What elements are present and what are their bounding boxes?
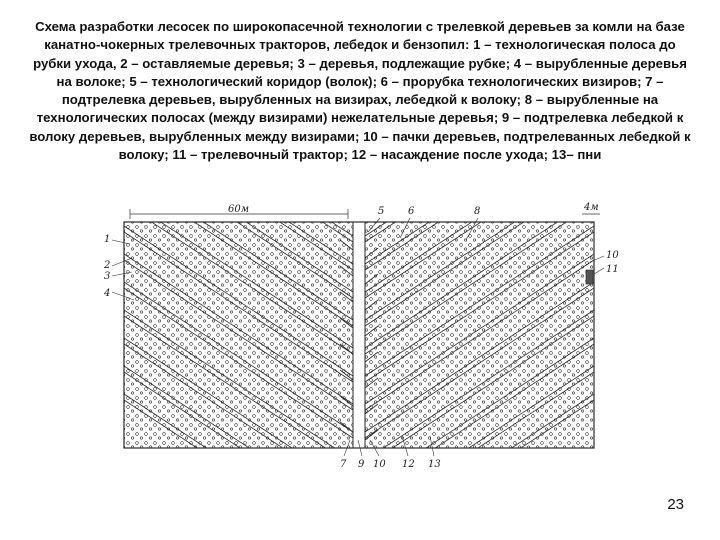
technological-strip-line xyxy=(365,58,594,208)
technological-strip-line xyxy=(365,36,594,186)
callout-8: 8 xyxy=(474,206,481,217)
technological-strip-line xyxy=(365,30,594,180)
dimension-label-gap: 4м xyxy=(584,202,599,213)
left-stand xyxy=(124,30,358,470)
callout-4: 4 xyxy=(104,288,111,299)
callout-7: 7 xyxy=(340,459,347,470)
stand-texture xyxy=(124,222,358,448)
technological-strip-line xyxy=(124,64,353,214)
callout-6: 6 xyxy=(408,206,415,217)
callout-10-right: 10 xyxy=(606,250,619,261)
callout-3: 3 xyxy=(104,271,111,282)
callout-10-bottom: 10 xyxy=(373,459,386,470)
right-stand xyxy=(364,30,594,470)
page-number: 23 xyxy=(667,496,684,513)
technological-strip-line xyxy=(124,36,353,186)
callout-1: 1 xyxy=(104,234,111,245)
technological-strip-line xyxy=(365,64,594,214)
callout-11: 11 xyxy=(606,264,619,275)
technological-strip-line xyxy=(124,92,353,242)
skid-trail xyxy=(353,222,365,448)
callout-12: 12 xyxy=(402,459,415,470)
technological-strip-line xyxy=(124,58,353,208)
dimension-label-width: 60м xyxy=(228,204,250,215)
technological-strip-line xyxy=(365,92,594,242)
callout-9: 9 xyxy=(358,459,365,470)
figure-caption: Схема разработки лесосек по широкопасечной технологии с трелевкой деревьев за комли на базе канатно-чокерных трелевочных тракторов, лебедок и бензопил: 1 – технологическая полоса до рубки ухода, 2 – оставляемые деревья; 3 – деревья, подлежащие рубке; 4 – вырубленные деревья на волоке; 5 – технологический коридор (волок); 6 – прорубка технологических визиров; 7 – подтрелевка деревьев, вырубленных на визирах, лебедкой к волоку; 8 – вырубленные на технологических полосах (между визирами) нежелательные деревья; 9 – подтрелевка лебедкой к волоку деревьев, вырубленных между визирами; 10 – пачки деревьев, подтрелеванных лебедкой к волоку; 11 – трелевочный трактор; 12 – насаждение после ухода; 13– пни xyxy=(29,19,691,163)
callout-13: 13 xyxy=(428,459,441,470)
technological-strip-line xyxy=(124,30,353,180)
callout-5: 5 xyxy=(378,206,385,217)
callout-2: 2 xyxy=(104,260,111,271)
tractor xyxy=(586,270,593,284)
